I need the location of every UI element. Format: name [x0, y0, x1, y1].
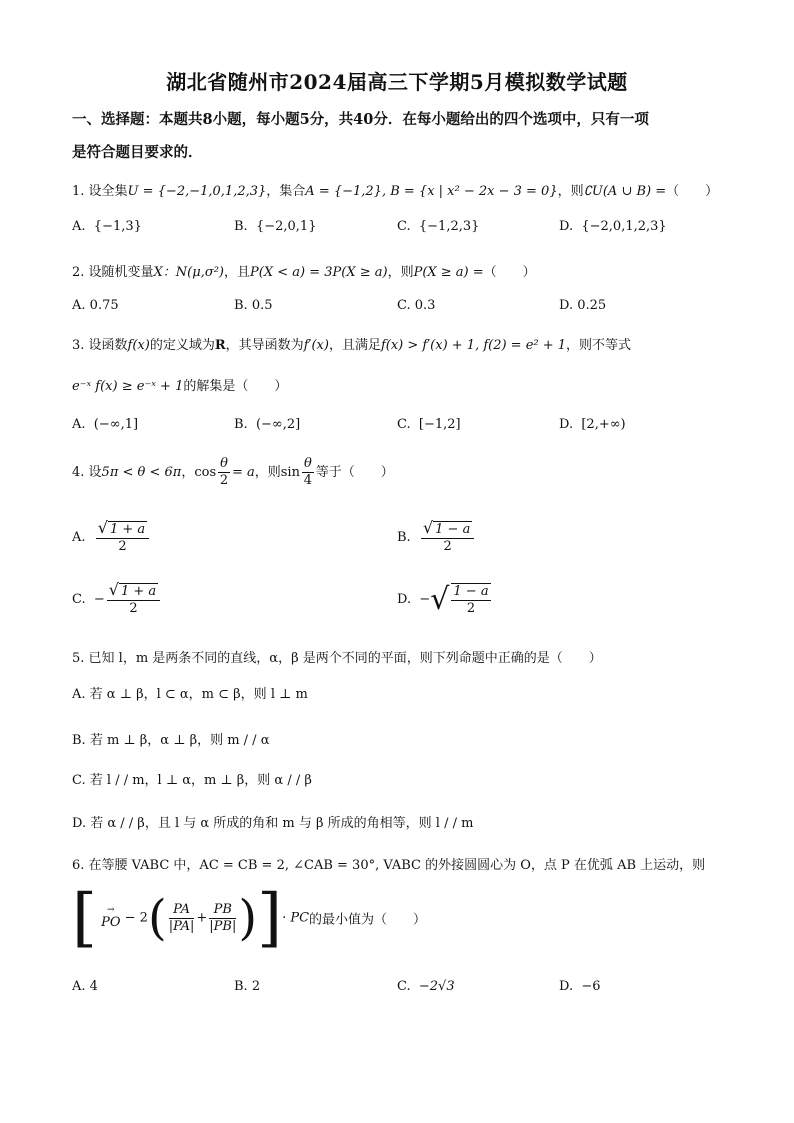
question-4-stem: 4. 设5π < θ < 6π，cos $\frac{\theta}{2}$ = a，则sin $\frac{\theta}{4}$ 等于（ ） — [72, 456, 394, 488]
q4-option-d: D. −√ $\frac{1 - a}{2}$ — [397, 582, 489, 617]
q1-option-b: B. {−2,0,1} — [234, 219, 317, 234]
q6-option-d: D. −6 — [559, 979, 601, 994]
q3-option-d: D. [2,+∞) — [559, 417, 626, 432]
q4-option-a: A. $\frac{√ 1 + a}{2}$ — [72, 520, 151, 555]
q4-option-c: C. − $\frac{√ 1 + a}{2}$ — [72, 582, 162, 617]
q5-option-d: D. 若 α / / β，且 l 与 α 所成的角和 m 与 β 所成的角相等，则 l / / m — [72, 816, 474, 831]
q5-option-c: C. 若 l / / m，l ⊥ α，m ⊥ β，则 α / / β — [72, 773, 312, 788]
q1-option-a: A. {−1,3} — [72, 219, 142, 234]
page-title: 湖北省随州市2024届高三下学期5月模拟数学试题 — [166, 70, 628, 94]
q2-option-d: D. 0.25 — [559, 298, 607, 313]
q1-option-c: C. {−1,2,3} — [397, 219, 480, 234]
q6-option-b: B. 2 — [234, 979, 261, 994]
question-6-expression: [ → PO − 2( $\frac{PA}{|PA|}$ + $\frac{PB}{|PB|}$ )]· PC的最小值为（ ） — [72, 881, 427, 955]
q3-option-a: A. (−∞,1] — [72, 417, 139, 432]
question-2-stem: 2. 设随机变量X：N(μ,σ²)，且P(X < a) = 3P(X ≥ a)，则P(X ≥ a) =（ ） — [72, 265, 536, 280]
question-5-stem: 5. 已知 l，m 是两条不同的直线，α，β 是两个不同的平面，则下列命题中正确的是（ ） — [72, 651, 602, 666]
q6-option-c: C. −2√3 — [397, 979, 455, 994]
question-1-stem: 1. 设全集U = {−2,−1,0,1,2,3}，集合A = {−1,2}, B = {x | x² − 2x − 3 = 0}，则∁U(A ∪ B) =（ ） — [72, 184, 719, 199]
section-heading-line1: 一、选择题：本题共8小题，每小题5分，共40分．在每小题给出的四个选项中，只有一项 — [72, 111, 649, 128]
q3-option-c: C. [−1,2] — [397, 417, 461, 432]
q3-option-b: B. (−∞,2] — [234, 417, 301, 432]
q2-option-b: B. 0.5 — [234, 298, 273, 313]
question-3-stem-line1: 3. 设函数f(x)的定义域为R，其导函数为f′(x)，且满足f(x) > f′(x) + 1, f(2) = e² + 1，则不等式 — [72, 338, 632, 353]
section-heading-line2: 是符合题目要求的． — [72, 144, 203, 161]
question-3-stem-line2: e⁻ˣ f(x) ≥ e⁻ˣ + 1的解集是（ ） — [72, 379, 288, 394]
q2-option-c: C. 0.3 — [397, 298, 436, 313]
q5-option-b: B. 若 m ⊥ β，α ⊥ β，则 m / / α — [72, 733, 270, 748]
q2-option-a: A. 0.75 — [72, 298, 119, 313]
q4-option-b: B. $\frac{√ 1 - a}{2}$ — [397, 520, 476, 555]
q5-option-a: A. 若 α ⊥ β，l ⊂ α，m ⊂ β，则 l ⊥ m — [72, 687, 308, 702]
q6-option-a: A. 4 — [72, 979, 98, 994]
q1-option-d: D. {−2,0,1,2,3} — [559, 219, 667, 234]
question-6-stem: 6. 在等腰 VABC 中，AC = CB = 2, ∠CAB = 30°, VABC 的外接圆圆心为 O，点 P 在优弧 AB 上运动，则 — [72, 858, 706, 873]
